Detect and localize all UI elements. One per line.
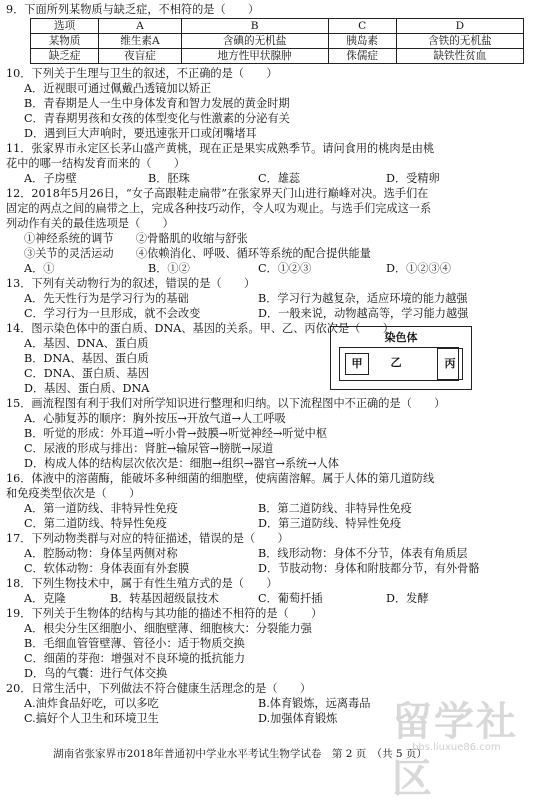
question-15-option-b: B．听觉的形成：外耳道→听小骨→鼓膜→听觉神经→听觉中枢 [24, 427, 328, 440]
question-12-items: ③关节的灵活运动 ④依赖消化、呼吸、循环等系统的配合提供能量 [24, 247, 371, 260]
question-11-option-a: A．子房壁 [24, 172, 77, 185]
question-19-stem: 19．下列关于生物体的结构与其功能的描述不相符的是（ ） [6, 607, 323, 620]
question-13-option-c: C．学习行为一旦形成，就不会改变 [24, 307, 201, 320]
question-12-option-c: C．①②③ [258, 262, 312, 275]
table-cell: 含碘的无机盐 [181, 34, 328, 49]
question-17-option-c: C．软体动物：身体表面有外套膜 [24, 562, 190, 575]
question-16-stem: 16．体液中的溶菌酶，能破坏多种细菌的细胞壁，使病菌溶解。属于人体的第几道防线 [6, 472, 435, 485]
question-15-stem: 15．画流程图有利于我们对所学知识进行整理和归纳。以下流程图中不正确的是（ ） [6, 397, 446, 410]
question-9-stem: 9．下面所列某物质与缺乏症，不相符的是（ ） [6, 3, 260, 16]
question-17-stem: 17．下列动物类群与对应的特征描述，错误的是（ ） [6, 532, 289, 545]
question-16-option-b: B．第二道防线、非特异性免疫 [258, 502, 412, 515]
table-cell: 缺铁性贫血 [396, 49, 523, 64]
question-12-option-b: B．①② [148, 262, 190, 275]
table-row [31, 34, 524, 49]
question-18-option-c: C．葡萄扦插 [258, 592, 323, 605]
question-19-option-a: A．根尖分生区细胞小、细胞壁薄、细胞核大：分裂能力强 [24, 622, 312, 635]
question-13-option-b: B．学习行为越复杂，适应环境的能力越强 [258, 292, 468, 305]
question-12-items: ①神经系统的调节 ②骨骼肌的收缩与舒张 [24, 232, 248, 245]
question-10-option-b: B．青春期是人一生中身体发育和智力发展的黄金时期 [24, 97, 290, 110]
question-17-option-a: A．腔肠动物：身体呈两侧对称 [24, 547, 178, 560]
question-11-stem-cont: 花中的哪一结构发育而来的（ ） [6, 157, 186, 170]
question-13-option-d: D．一般来说，动物越高等，学习能力越强 [258, 307, 469, 320]
question-10-option-a: A．近视眼可通过佩戴凸透镜加以矫正 [24, 82, 212, 95]
question-12-stem-cont: 固定的两点之间的扁带之上，完成各种技巧动作，令人叹为观止。与选手们完成这一系 [6, 202, 432, 215]
question-18-option-b: B．转基因超级鼠技术 [110, 592, 219, 605]
q9-table [30, 18, 524, 64]
table-cell: 胰岛素 [328, 34, 396, 49]
table-cell: 选项 [31, 19, 99, 34]
question-20-stem: 20．日常生活中，下列做法不符合健康生活理念的是（ ） [6, 682, 312, 695]
question-10-option-d: D．遇到巨大声响时，要迅速张开口或闭嘴堵耳 [24, 127, 257, 140]
question-15-option-c: C．尿液的形成与排出：肾脏→输尿管→膀胱→尿道 [24, 442, 274, 455]
question-18-stem: 18．下列生物技术中，属于有性生殖方式的是（ ） [6, 577, 278, 590]
question-15-option-d: D．构成人体的结构层次依次是：细胞→组织→器官→系统→人体 [24, 457, 339, 470]
table-cell: 侏儒症 [328, 49, 396, 64]
chromosome-diagram [330, 326, 472, 390]
question-20-option-c: C.搞好个人卫生和环境卫生 [24, 712, 159, 725]
question-14-option-b: B．DNA、基因、蛋白质 [24, 352, 149, 365]
question-20-option-b: B.体育锻炼，远离毒品 [258, 697, 371, 710]
table-cell: A [99, 19, 181, 34]
question-16-stem-cont: 和免疫类型依次是（ ） [6, 487, 141, 500]
watermark-logo: 留学社区 [392, 699, 518, 802]
table-cell: 某物质 [31, 34, 99, 49]
table-cell: 维生素A [99, 34, 181, 49]
diagram-label-yi: 乙 [390, 356, 402, 369]
question-19-option-d: D．鸟的气囊：进行气体交换 [24, 667, 168, 680]
question-19-option-b: B．毛细血管管壁薄、管径小：适于物质交换 [24, 637, 245, 650]
question-11-option-b: B．胚珠 [148, 172, 190, 185]
table-cell: 缺乏症 [31, 49, 99, 64]
diagram-box-bing: 丙 [437, 348, 463, 380]
table-cell: 夜盲症 [99, 49, 181, 64]
question-16-option-c: C．第二道防线、特异性免疫 [24, 517, 167, 530]
diagram-title: 染色体 [384, 331, 418, 344]
question-12-option-d: D．①②③④ [386, 262, 451, 275]
table-row [31, 19, 524, 34]
diagram-box-jia: 甲 [345, 353, 369, 375]
question-20-option-d: D.加强体育锻炼 [258, 712, 338, 725]
table-cell: 含铁的无机盐 [396, 34, 523, 49]
question-13-stem: 13．下列有关动物行为的叙述，错误的是（ ） [6, 277, 256, 290]
table-cell: B [181, 19, 328, 34]
question-13-option-a: A．先天性行为是学习行为的基础 [24, 292, 189, 305]
question-12-option-a: A．① [24, 262, 55, 275]
question-10-stem: 10．下列关于生理与卫生的叙述，不正确的是（ ） [6, 67, 278, 80]
watermark [392, 690, 542, 802]
question-14-option-c: C．DNA、蛋白质、基因 [24, 367, 149, 380]
table-cell: C [328, 19, 396, 34]
table-row [31, 49, 524, 64]
question-14-option-d: D．基因、蛋白质、DNA [24, 382, 150, 395]
question-17-option-d: D．节肢动物：身体和附肢都分节，有外骨骼 [258, 562, 480, 575]
table-cell: 地方性甲状腺肿 [181, 49, 328, 64]
question-20-option-a: A.油炸食品好吃，可以多吃 [24, 697, 159, 710]
table-cell: D [396, 19, 523, 34]
watermark-url: bbs.liuxue86.com [412, 742, 501, 753]
question-11-stem: 11．张家界市永定区长茅山盛产黄桃，现在正是果实成熟季节。请问食用的桃肉是由桃 [6, 142, 435, 155]
question-12-stem: 12．2018年5月26日，“女子高跟鞋走扁带”在张家界天门山进行巅峰对决。选手们在 [6, 187, 429, 200]
question-11-option-c: C．雄蕊 [258, 172, 301, 185]
question-17-option-b: B．线形动物：身体不分节，体表有角质层 [258, 547, 468, 560]
question-16-option-d: D．第三道防线、特异性免疫 [258, 517, 402, 530]
question-19-option-c: C．细菌的芽孢：增强对不良环境的抵抗能力 [24, 652, 246, 665]
question-14-option-a: A．基因、DNA、蛋白质 [24, 337, 149, 350]
page-footer: 湖南省张家界市2018年普通初中学业水平考试生物学试卷 第 2 页 （共 5 页） [53, 748, 427, 760]
question-11-option-d: D．受精卵 [386, 172, 440, 185]
question-10-option-c: C．青春期男孩和女孩的体型变化与性激素的分泌有关 [24, 112, 290, 125]
question-12-stem-cont: 列动作有关的最佳选项是（ ） [6, 217, 174, 230]
question-15-option-a: A．心肺复苏的顺序：胸外按压→开放气道→人工呼吸 [24, 412, 286, 425]
question-14-stem: 14．图示染色体中的蛋白质、DNA、基因的关系。甲、乙、丙依次是（ ） [6, 322, 394, 335]
question-16-option-a: A．第一道防线、非特异性免疫 [24, 502, 178, 515]
question-18-option-a: A．克隆 [24, 592, 66, 605]
question-18-option-d: D．发酵 [386, 592, 429, 605]
